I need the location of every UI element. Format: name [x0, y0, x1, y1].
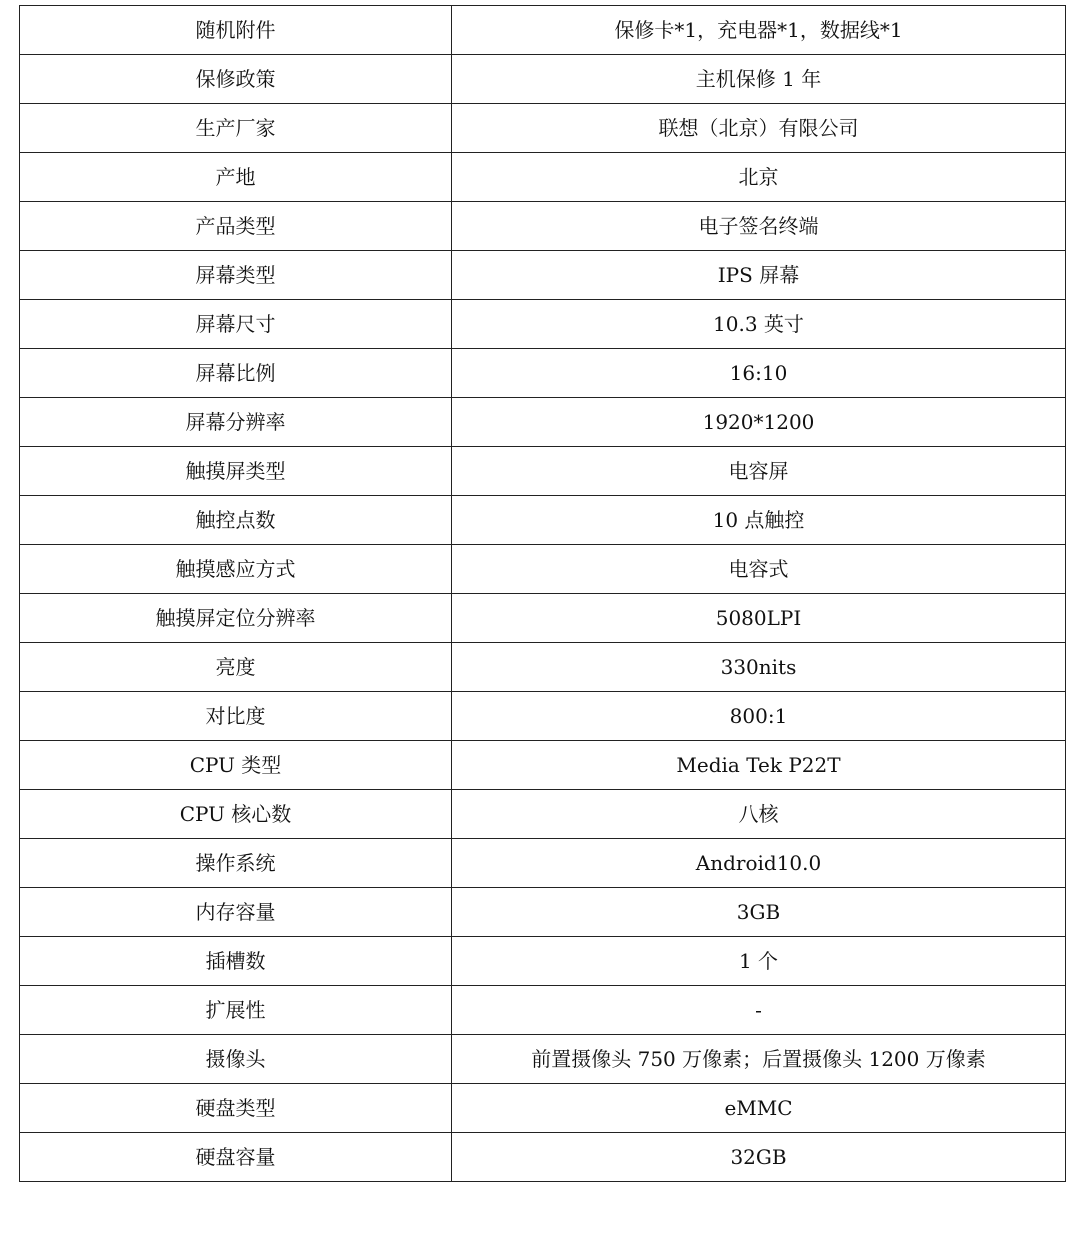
table-row [20, 6, 1066, 55]
spec-value: 保修卡*1，充电器*1，数据线*1 [452, 6, 1066, 55]
spec-label: CPU 核心数 [20, 790, 452, 839]
spec-label: 摄像头 [20, 1035, 452, 1084]
spec-table [19, 5, 1066, 1182]
spec-label: 屏幕比例 [20, 349, 452, 398]
spec-value: 5080LPI [452, 594, 1066, 643]
spec-value: 八核 [452, 790, 1066, 839]
table-row [20, 741, 1066, 790]
table-row [20, 398, 1066, 447]
table-row [20, 349, 1066, 398]
table-row [20, 1084, 1066, 1133]
spec-label: 插槽数 [20, 937, 452, 986]
spec-value: 联想（北京）有限公司 [452, 104, 1066, 153]
spec-value: 3GB [452, 888, 1066, 937]
table-row [20, 839, 1066, 888]
spec-value: 10 点触控 [452, 496, 1066, 545]
table-row [20, 300, 1066, 349]
spec-label: 操作系统 [20, 839, 452, 888]
table-row [20, 202, 1066, 251]
table-row [20, 1133, 1066, 1182]
spec-value: - [452, 986, 1066, 1035]
spec-label: 屏幕类型 [20, 251, 452, 300]
spec-value: 主机保修 1 年 [452, 55, 1066, 104]
spec-value: IPS 屏幕 [452, 251, 1066, 300]
table-row [20, 545, 1066, 594]
spec-value: Media Tek P22T [452, 741, 1066, 790]
spec-label: 触摸屏类型 [20, 447, 452, 496]
spec-label: 产地 [20, 153, 452, 202]
spec-value: 10.3 英寸 [452, 300, 1066, 349]
table-row [20, 496, 1066, 545]
spec-label: 硬盘容量 [20, 1133, 452, 1182]
table-row [20, 888, 1066, 937]
table-row [20, 55, 1066, 104]
table-row [20, 594, 1066, 643]
table-row [20, 1035, 1066, 1084]
spec-label: 产品类型 [20, 202, 452, 251]
spec-value: 16:10 [452, 349, 1066, 398]
spec-label: 硬盘类型 [20, 1084, 452, 1133]
table-row [20, 104, 1066, 153]
spec-label: 触控点数 [20, 496, 452, 545]
spec-label: 触摸屏定位分辨率 [20, 594, 452, 643]
table-row [20, 790, 1066, 839]
table-row [20, 692, 1066, 741]
spec-label: 屏幕分辨率 [20, 398, 452, 447]
table-row [20, 251, 1066, 300]
spec-label: 内存容量 [20, 888, 452, 937]
spec-value: eMMC [452, 1084, 1066, 1133]
table-row [20, 153, 1066, 202]
spec-label: 随机附件 [20, 6, 452, 55]
spec-value: 1 个 [452, 937, 1066, 986]
spec-label: 亮度 [20, 643, 452, 692]
spec-value: 1920*1200 [452, 398, 1066, 447]
spec-value: 330nits [452, 643, 1066, 692]
spec-label: 屏幕尺寸 [20, 300, 452, 349]
spec-label: 扩展性 [20, 986, 452, 1035]
table-row [20, 643, 1066, 692]
spec-value: Android10.0 [452, 839, 1066, 888]
spec-value: 北京 [452, 153, 1066, 202]
spec-value: 电子签名终端 [452, 202, 1066, 251]
spec-label: 对比度 [20, 692, 452, 741]
table-row [20, 937, 1066, 986]
spec-value: 800:1 [452, 692, 1066, 741]
spec-label: 保修政策 [20, 55, 452, 104]
spec-value: 电容屏 [452, 447, 1066, 496]
spec-label: 生产厂家 [20, 104, 452, 153]
spec-value: 电容式 [452, 545, 1066, 594]
spec-value: 32GB [452, 1133, 1066, 1182]
spec-label: CPU 类型 [20, 741, 452, 790]
spec-value: 前置摄像头 750 万像素；后置摄像头 1200 万像素 [452, 1035, 1066, 1084]
table-row [20, 986, 1066, 1035]
table-row [20, 447, 1066, 496]
spec-label: 触摸感应方式 [20, 545, 452, 594]
